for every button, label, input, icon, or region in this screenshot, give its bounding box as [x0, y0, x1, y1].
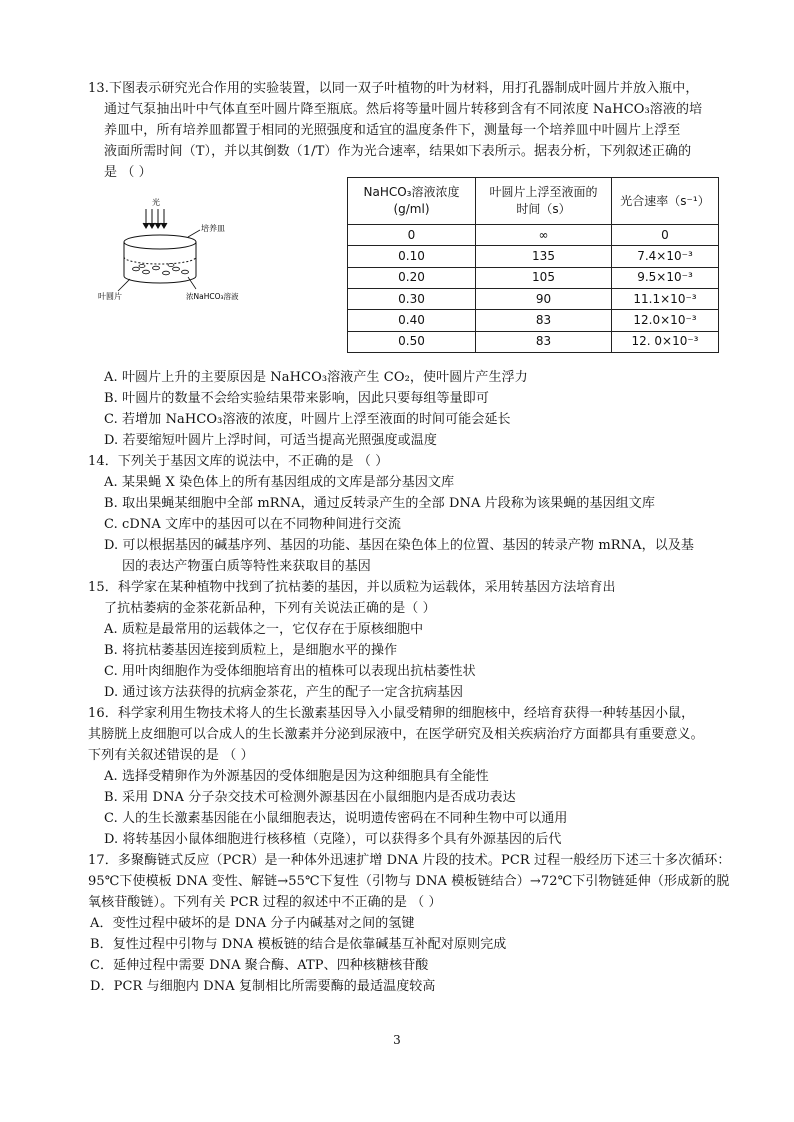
- cell-time: ∞: [476, 225, 612, 246]
- q13-option-a: A. 叶圆片上升的主要原因是 NaHCO₃溶液产生 CO₂，使叶圆片产生浮力: [104, 370, 528, 385]
- table-row: [348, 288, 719, 309]
- header-rate: 光合速率（s⁻¹）: [612, 178, 719, 225]
- header-time: 叶圆片上浮至液面的 时间（s）: [476, 178, 612, 225]
- q17-option-b: B．复性过程中引物与 DNA 模板链的结合是依靠碱基互补配对原则完成: [90, 937, 507, 952]
- q17-stem-line-1: 17．多聚酶链式反应（PCR）是一种体外迅速扩增 DNA 片段的技术。PCR 过程一般经历下述三十多次循环：: [88, 853, 731, 868]
- q14-option-c: C. cDNA 文库中的基因可以在不同物种间进行交流: [104, 517, 401, 532]
- q15-option-a: A. 质粒是最常用的运载体之一，它仅存在于原核细胞中: [104, 622, 424, 637]
- cell-concentration: 0.10: [348, 246, 476, 267]
- q16-stem-line-2: 其膀胱上皮细胞可以合成人的生长激素并分泌到尿液中，在医学研究及相关疾病治疗方面都具有重要意义。: [88, 727, 704, 742]
- q15-option-c: C. 用叶肉细胞作为受体细胞培育出的植株可以表现出抗枯萎性状: [104, 664, 476, 679]
- cell-concentration: 0: [348, 225, 476, 246]
- cell-concentration: 0.30: [348, 288, 476, 309]
- cell-rate: 7.4×10⁻³: [612, 246, 719, 267]
- q13-option-c: C. 若增加 NaHCO₃溶液的浓度，叶圆片上浮至液面的时间可能会延长: [104, 412, 511, 427]
- q17-stem-line-3: 氧核苷酸链）。下列有关 PCR 过程的叙述中不正确的是 （ ）: [88, 895, 442, 910]
- table-row: [348, 246, 719, 267]
- dish-label: 培养皿: [201, 224, 225, 233]
- q14-option-d: D. 可以根据基因的碱基序列、基因的功能、基因在染色体上的位置、基因的转录产物 mRNA，以及基: [104, 538, 695, 553]
- cell-time: 105: [476, 267, 612, 288]
- results-table: [347, 177, 719, 353]
- cell-concentration: 0.50: [348, 331, 476, 352]
- cell-time: 90: [476, 288, 612, 309]
- q15-option-b: B. 将抗枯萎基因连接到质粒上，是细胞水平的操作: [104, 643, 398, 658]
- cell-time: 83: [476, 310, 612, 331]
- disc-label: 叶圆片: [98, 292, 122, 301]
- q14-option-b: B. 取出果蝇某细胞中全部 mRNA，通过反转录产生的全部 DNA 片段称为该果蝇的基因组文库: [104, 496, 655, 511]
- q16-stem-line-3: 下列有关叙述错误的是 （ ）: [88, 748, 254, 763]
- cell-time: 83: [476, 331, 612, 352]
- q16-stem-line-1: 16．科学家利用生物技术将人的生长激素基因导入小鼠受精卵的细胞核中，经培育获得一种转基因小鼠，: [88, 706, 695, 721]
- table-row: [348, 331, 719, 352]
- cell-rate: 12. 0×10⁻³: [612, 331, 719, 352]
- light-arrows-icon: [143, 209, 167, 228]
- cell-rate: 11.1×10⁻³: [612, 288, 719, 309]
- cell-rate: 12.0×10⁻³: [612, 310, 719, 331]
- q15-option-d: D. 通过该方法获得的抗病金茶花，产生的配子一定含抗病基因: [104, 685, 464, 700]
- q15-stem-line-2: 了抗枯萎病的金茶花新品种，下列有关说法正确的是（ ）: [104, 601, 436, 616]
- q13-option-d: D. 若要缩短叶圆片上浮时间，可适当提高光照强度或温度: [104, 433, 437, 448]
- q16-option-b: B. 采用 DNA 分子杂交技术可检测外源基因在小鼠细胞内是否成功表达: [104, 790, 516, 805]
- page-number: 3: [393, 1033, 401, 1047]
- q16-option-c: C. 人的生长激素基因能在小鼠细胞表达，说明遗传密码在不同种生物中可以通用: [104, 811, 568, 826]
- petri-dish: [124, 235, 196, 283]
- q17-option-a: A．变性过程中破坏的是 DNA 分子内碱基对之间的氢键: [90, 916, 415, 931]
- q14-option-d-cont: 因的表达产物蛋白质等特性来获取目的基因: [122, 559, 371, 574]
- q16-option-d: D. 将转基因小鼠体细胞进行核移植（克隆），可以获得多个具有外源基因的后代: [104, 832, 562, 847]
- table-row: [348, 225, 719, 246]
- q13-stem-line-5: 是 （ ）: [104, 165, 152, 180]
- q17-option-d: D．PCR 与细胞内 DNA 复制相比所需要酶的最适温度较高: [90, 979, 436, 994]
- solution-label: 浓NaHCO₃溶液: [186, 292, 239, 301]
- q13-stem-line-4: 液面所需时间（T），并以其倒数（1/T）作为光合速率，结果如下表所示。据表分析，下列叙述正确的: [104, 144, 692, 159]
- cell-concentration: 0.20: [348, 267, 476, 288]
- q13-stem-line-2: 通过气泵抽出叶中气体直至叶圆片降至瓶底。然后将等量叶圆片转移到含有不同浓度 NaHCO₃溶液的培: [104, 102, 703, 117]
- q15-stem-line-1: 15．科学家在某种植物中找到了抗枯萎的基因，并以质粒为运载体，采用转基因方法培育出: [88, 580, 616, 595]
- table-row: [348, 267, 719, 288]
- light-label: 光: [152, 198, 160, 207]
- experiment-apparatus-figure: [88, 195, 278, 305]
- q13-stem-line-1: 13.下图表示研究光合作用的实验装置，以同一双子叶植物的叶为材料，用打孔器制成叶圆片并放入瓶中，: [88, 81, 699, 96]
- q14-option-a: A. 某果蝇 X 染色体上的所有基因组成的文库是部分基因文库: [104, 475, 455, 490]
- q13-option-b: B. 叶圆片的数量不会给实验结果带来影响，因此只要每组等量即可: [104, 391, 489, 406]
- cell-concentration: 0.40: [348, 310, 476, 331]
- q17-stem-line-2: 95℃下使模板 DNA 变性、解链→55℃下复性（引物与 DNA 模板链结合）→72℃下引物链延伸（形成新的脱: [88, 874, 730, 889]
- table-row: [348, 310, 719, 331]
- table-header-row: [348, 178, 719, 225]
- q16-option-a: A. 选择受精卵作为外源基因的受体细胞是因为这种细胞具有全能性: [104, 769, 489, 784]
- q14-stem: 14．下列关于基因文库的说法中，不正确的是 （ ）: [88, 454, 389, 469]
- cell-rate: 0: [612, 225, 719, 246]
- cell-rate: 9.5×10⁻³: [612, 267, 719, 288]
- q13-stem-line-3: 养皿中，所有培养皿都置于相同的光照强度和适宜的温度条件下，测量每一个培养皿中叶圆片上浮至: [104, 123, 681, 138]
- cell-time: 135: [476, 246, 612, 267]
- leaf-discs: [133, 264, 189, 275]
- q17-option-c: C．延伸过程中需要 DNA 聚合酶、ATP、四种核糖核苷酸: [90, 958, 429, 973]
- header-concentration: NaHCO₃溶液浓度 (g/ml): [348, 178, 476, 225]
